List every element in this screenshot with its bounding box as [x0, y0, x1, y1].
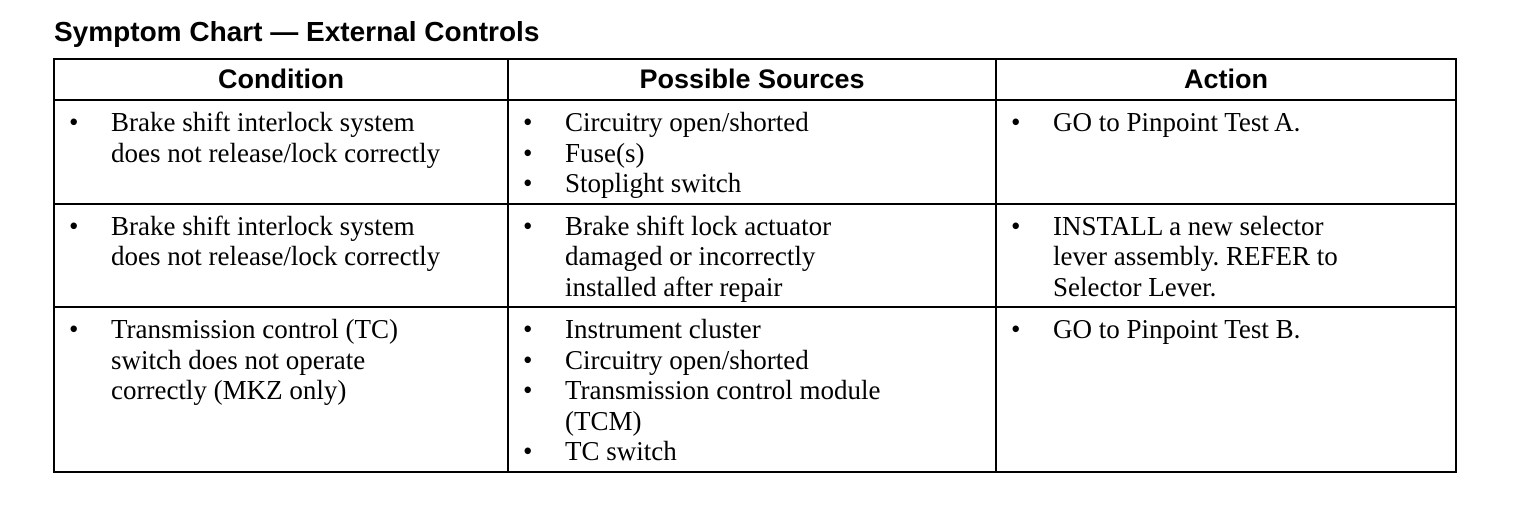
condition-cell — [54, 100, 508, 204]
list-item — [1001, 314, 1451, 345]
line: lever assembly. REFER to — [1053, 241, 1338, 271]
table-header-row — [54, 59, 1456, 100]
symptom-chart-table — [53, 58, 1457, 473]
line: Brake shift interlock system — [111, 210, 415, 241]
list-item — [513, 138, 991, 169]
header-condition: Condition — [54, 59, 508, 100]
line: damaged or incorrectly — [565, 241, 816, 271]
bullet: • — [523, 314, 533, 344]
list-item — [59, 314, 503, 406]
line: Brake shift lock actuator — [565, 210, 832, 241]
line: Transmission control (TC) — [111, 314, 399, 344]
line: does not release/lock correctly — [111, 137, 441, 168]
table-row — [54, 307, 1456, 472]
table-row — [54, 100, 1456, 204]
list-item — [1001, 211, 1451, 303]
line: Selector Lever. — [1053, 271, 1217, 302]
line: Transmission control module — [565, 375, 881, 405]
sources-cell — [508, 307, 996, 472]
bullet: • — [1011, 314, 1021, 344]
sources-cell — [508, 204, 996, 308]
line: does not release/lock correctly — [111, 241, 441, 271]
line: installed after repair — [565, 271, 783, 302]
line: Stoplight switch — [565, 168, 742, 198]
bullet: • — [523, 375, 533, 405]
line: Circuitry open/shorted — [565, 107, 809, 137]
bullet: • — [523, 168, 533, 198]
list-item — [513, 375, 991, 436]
list-item — [1001, 107, 1451, 138]
list-item — [513, 436, 991, 467]
sources-cell — [508, 100, 996, 204]
action-cell — [996, 204, 1456, 308]
action-cell — [996, 100, 1456, 204]
bullet: • — [69, 314, 79, 344]
action-cell — [996, 307, 1456, 472]
bullet: • — [523, 107, 533, 137]
list-item — [513, 168, 991, 199]
bullet: • — [523, 210, 533, 241]
line: (TCM) — [565, 405, 642, 436]
line: switch does not operate — [111, 344, 366, 375]
line: GO to Pinpoint Test B. — [1053, 314, 1301, 344]
list-item — [513, 107, 991, 138]
page-title: Symptom Chart — External Controls — [54, 16, 540, 47]
condition-cell — [54, 307, 508, 472]
line: GO to Pinpoint Test A. — [1053, 107, 1301, 137]
list-item — [59, 107, 503, 168]
bullet: • — [1011, 107, 1021, 137]
list-item — [513, 314, 991, 345]
table-row — [54, 204, 1456, 308]
line: correctly (MKZ only) — [111, 375, 347, 405]
list-item — [513, 211, 991, 303]
line: INSTALL a new selector — [1053, 210, 1324, 241]
line: TC switch — [565, 436, 677, 466]
line: Fuse(s) — [565, 137, 645, 168]
condition-cell — [54, 204, 508, 308]
list-item — [59, 211, 503, 272]
bullet: • — [523, 344, 533, 375]
bullet: • — [523, 436, 533, 466]
header-possible-sources: Possible Sources — [508, 59, 996, 100]
line: Brake shift interlock system — [111, 107, 415, 137]
line: Circuitry open/shorted — [565, 344, 809, 375]
bullet: • — [69, 107, 79, 137]
bullet: • — [1011, 210, 1021, 241]
bullet: • — [69, 210, 79, 241]
list-item — [513, 345, 991, 376]
line: Instrument cluster — [565, 314, 761, 344]
header-action: Action — [996, 59, 1456, 100]
bullet: • — [523, 137, 533, 168]
